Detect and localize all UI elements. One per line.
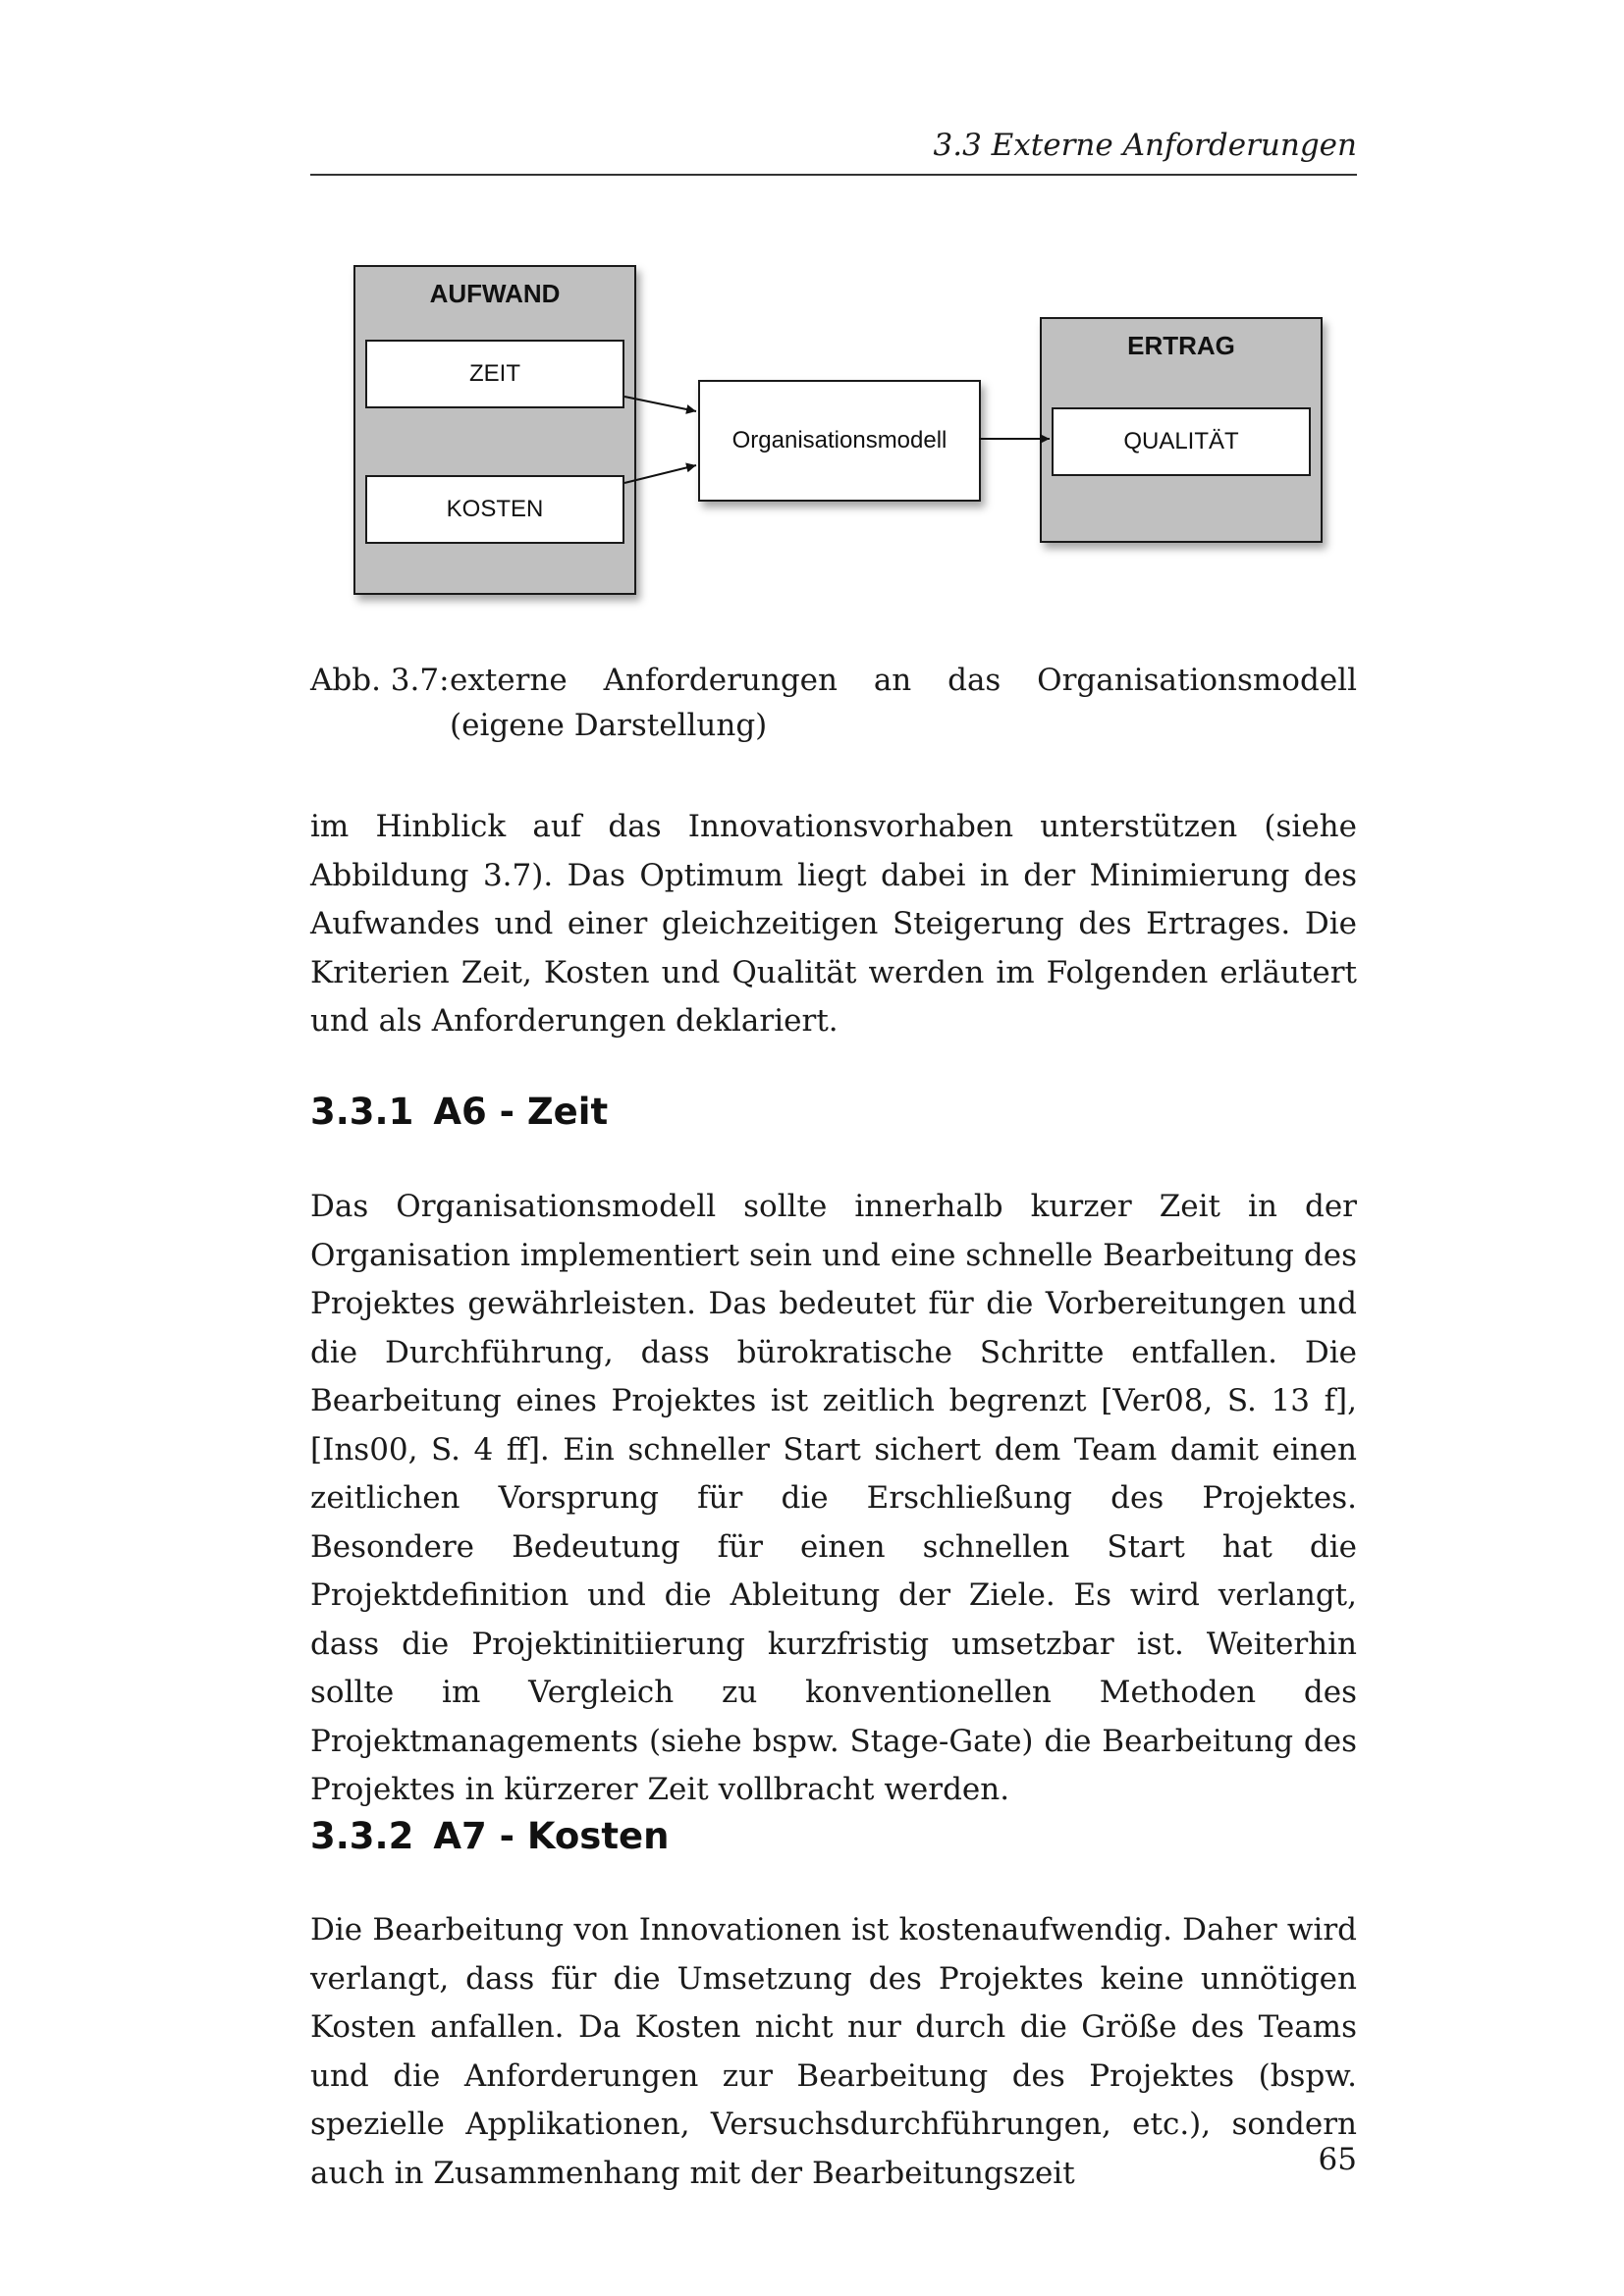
section-title-text: A7 - Kosten bbox=[433, 1815, 670, 1857]
zeit-box: ZEIT bbox=[365, 340, 624, 408]
caption-label: Abb. 3.7: bbox=[310, 663, 450, 698]
section-heading-kosten bbox=[310, 1812, 1357, 1861]
ertrag-title: ERTRAG bbox=[1127, 331, 1235, 360]
section-title-text: A6 - Zeit bbox=[433, 1091, 609, 1133]
aufwand-title: AUFWAND bbox=[429, 279, 561, 308]
figure-diagram bbox=[0, 0, 1624, 628]
section-paragraph-zeit: Das Organisationsmodell sollte innerhalb kurzer Zeit in der Organisation implementiert sein und eine schnelle Bearbeitung des Projektes gewährleisten. Das bedeutet für die Vorbereitungen und die Durchführung, dass bürokratische Schritte entfallen. Die Bearbeitung eines Projektes ist zeitlich begrenzt [Ver08, S. 13 f], [Ins00, S. 4 ff]. Ein schneller Start sichert dem Team damit einen zeitlichen Vorsprung für die Erschließung des Projektes. Besondere Bedeutung für einen schnellen Start hat die Projektdefinition und die Ableitung der Ziele. Es wird verlangt, dass die Projektinitiierung kurzfristig umsetzbar ist. Weiterhin sollte im Vergleich zu konventionellen Methoden des Projektmanagements (siehe bspw. Stage-Gate) die Bearbeitung des Projektes in kürzerer Zeit vollbracht werden. bbox=[310, 1189, 1357, 1807]
section-number: 3.3.2 bbox=[310, 1815, 414, 1857]
arrow-zeit-to-model bbox=[624, 397, 696, 411]
qualitaet-box: QUALITÄT bbox=[1052, 407, 1311, 476]
caption-text: externe Anforderungen an das Organisationsmodell (eigene Darstellung) bbox=[450, 663, 1357, 743]
section-heading-zeit bbox=[310, 1088, 1357, 1137]
figure-caption bbox=[310, 658, 1357, 748]
running-header: 3.3 Externe Anforderungen bbox=[933, 128, 1357, 163]
page-number: 65 bbox=[1318, 2142, 1357, 2177]
section-paragraph-kosten: Die Bearbeitung von Innovationen ist kostenaufwendig. Daher wird verlangt, dass für die Umsetzung des Projektes keine unnötigen Kosten anfallen. Da Kosten nicht nur durch die Größe des Teams und die Anforderungen zur Bearbeitung des Projektes (bspw. spezielle Applikationen, Versuchsdurchführungen, etc.), sondern auch in Zusammenhang mit der Bearbeitungszeit bbox=[310, 1912, 1357, 2191]
intro-paragraph: im Hinblick auf das Innovationsvorhaben unterstützen (siehe Abbildung 3.7). Das Optimum liegt dabei in der Minimierung des Aufwandes und einer gleichzeitigen Steigerung des Ertrages. Die Kriterien Zeit, Kosten und Qualität werden im Folgenden erläutert und als Anforderungen deklariert. bbox=[310, 809, 1357, 1039]
kosten-box: KOSTEN bbox=[365, 475, 624, 544]
organisationsmodell-box: Organisationsmodell bbox=[698, 380, 981, 502]
arrow-kosten-to-model bbox=[624, 465, 696, 483]
section-number: 3.3.1 bbox=[310, 1091, 414, 1133]
figure-arrows bbox=[0, 0, 1624, 628]
